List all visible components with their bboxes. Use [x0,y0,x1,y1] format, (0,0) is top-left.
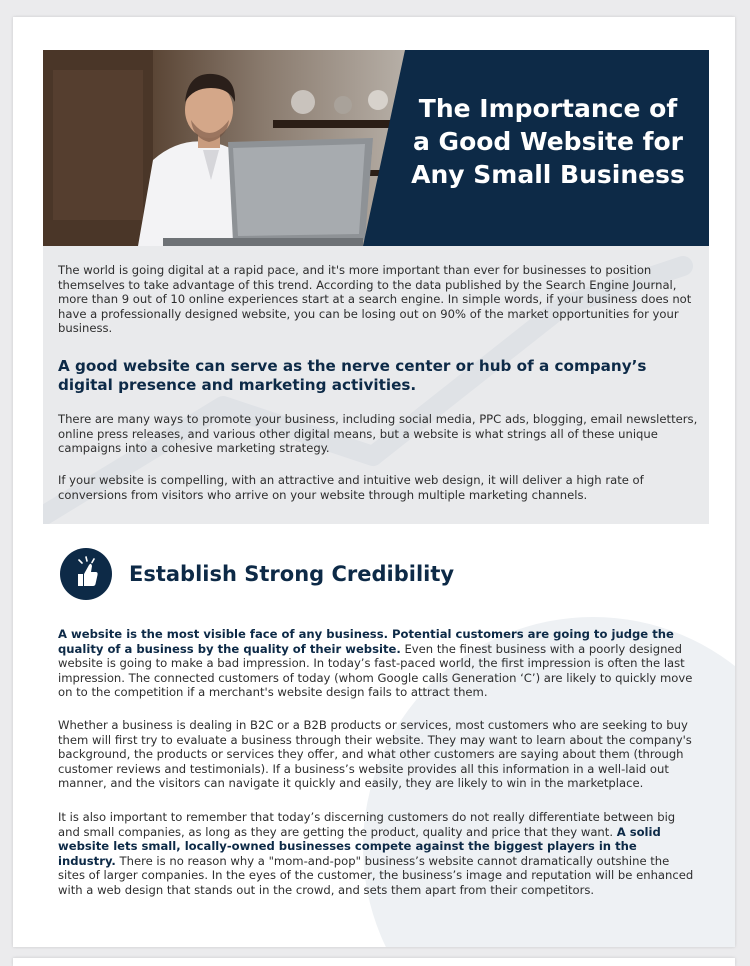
title-line-2: a Good Website for [412,127,684,156]
page-title [398,92,698,191]
hero-banner [43,50,709,246]
intro-paragraph-3: If your website is compelling, with an attractive and intuitive web design, it will deliver a high rate of conversions from visitors who arrive on your website through multiple marketing channels. [58,473,644,502]
thumbs-up-icon [60,548,112,600]
intro-subheading: A good website can serve as the nerve center or hub of a company’s digital presence and marketing activities. [58,357,647,394]
section-title: Establish Strong Credibility [129,562,455,586]
section-paragraph-3-end: There is no reason why a "mom-and-pop" business’s website cannot dramatically outshine the sites of larger companies. In the eyes of the customer, the business’s image and reputation will be enhanced with a web design that stands out in the crowd, and sets them apart from their competitors. [58,853,694,897]
section-paragraph-3 [58,810,698,898]
section-paragraph-1 [58,627,698,700]
man-with-laptop-illustration [43,50,413,246]
section-paragraph-1-rest: Even the finest business with a poorly designed website is going to make a bad impression. In today’s fast-paced world, the first impression is often the last impression. The connected customers of today (whom Google calls Generation ‘C’) are likely to quickly move on to the competition if a merchant's website design fails to attract them. [58,641,693,700]
intro-paragraph-2: There are many ways to promote your business, including social media, PPC ads, blogging, email newsletters, online press releases, and various other digital means, but a website is what strings all of these unique campaigns into a cohesive marketing strategy. [58,412,698,456]
section-paragraph-3-bold: A solid website lets small, locally-owned businesses compete against the biggest players in the industry. [58,824,661,868]
section-paragraph-1-bold: A website is the most visible face of any business. Potential customers are going to judge the quality of a business by the quality of their website. [58,627,674,656]
section-paragraph-3-start: It is also important to remember that today’s discerning customers do not really differentiate between big and small companies, as long as they are getting the product, quality and price that they want. [58,810,676,839]
document-page [13,17,735,947]
title-line-1: The Importance of [418,94,678,123]
section-paragraph-2: Whether a business is dealing in B2C or a B2B products or services, most customers who are seeking to buy them will first try to evaluate a business through their website. They may want to learn about the company's background, the products or services they offer, and what other customers are saying about them (through customer reviews and testimonials). If a business’s website provides all this information in a well-laid out manner, and the visitors can navigate it quickly and easily, they are likely to win in the marketplace. [58,718,692,791]
title-line-3: Any Small Business [411,160,685,189]
intro-paragraph: The world is going digital at a rapid pace, and it's more important than ever for businesses to position themselves to take advantage of this trend. According to the data published by the Search Engine Journal, more than 9 out of 10 online experiences start at a search engine. In simple words, if your business does not have a professionally designed website, you can be losing out on 90% of the market opportunities for your business. [58,263,692,336]
next-page-edge [13,958,735,966]
hero-photo [43,50,413,246]
